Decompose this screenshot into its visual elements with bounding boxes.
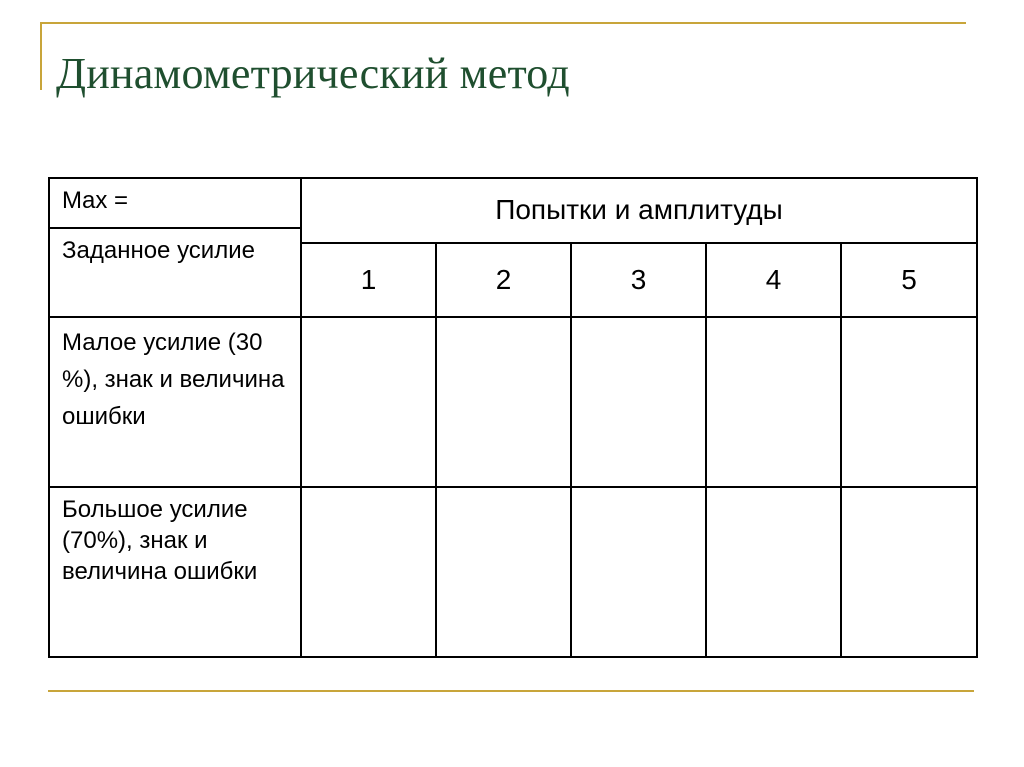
- table-cell: [436, 317, 571, 487]
- attempt-number-3: 3: [571, 243, 706, 317]
- large-effort-label: Большое усилие (70%), знак и величина ошибки: [49, 487, 301, 657]
- attempt-number-1: 1: [301, 243, 436, 317]
- table-row: [49, 317, 977, 487]
- small-effort-label: Малое усилие (30 %), знак и величина ошибки: [49, 317, 301, 487]
- attempt-number-5: 5: [841, 243, 977, 317]
- slide-title: Динамометрический метод: [56, 49, 570, 98]
- table-cell: [706, 487, 841, 657]
- bottom-rule: [48, 690, 974, 692]
- table-cell: [571, 487, 706, 657]
- table-cell: [841, 317, 977, 487]
- left-rule: [40, 22, 42, 90]
- table-cell: [301, 487, 436, 657]
- table-cell: [706, 317, 841, 487]
- attempts-header: Попытки и амплитуды: [301, 178, 977, 243]
- attempt-number-4: 4: [706, 243, 841, 317]
- table-cell: [571, 317, 706, 487]
- given-effort-label: Заданное усилие: [49, 228, 301, 317]
- max-label: Max =: [49, 178, 301, 228]
- attempt-number-2: 2: [436, 243, 571, 317]
- table-cell: [841, 487, 977, 657]
- top-rule: [40, 22, 966, 24]
- table-cell: [436, 487, 571, 657]
- table-header-row: [49, 178, 977, 228]
- table-cell: [301, 317, 436, 487]
- results-table: [48, 177, 978, 658]
- table-row: [49, 487, 977, 657]
